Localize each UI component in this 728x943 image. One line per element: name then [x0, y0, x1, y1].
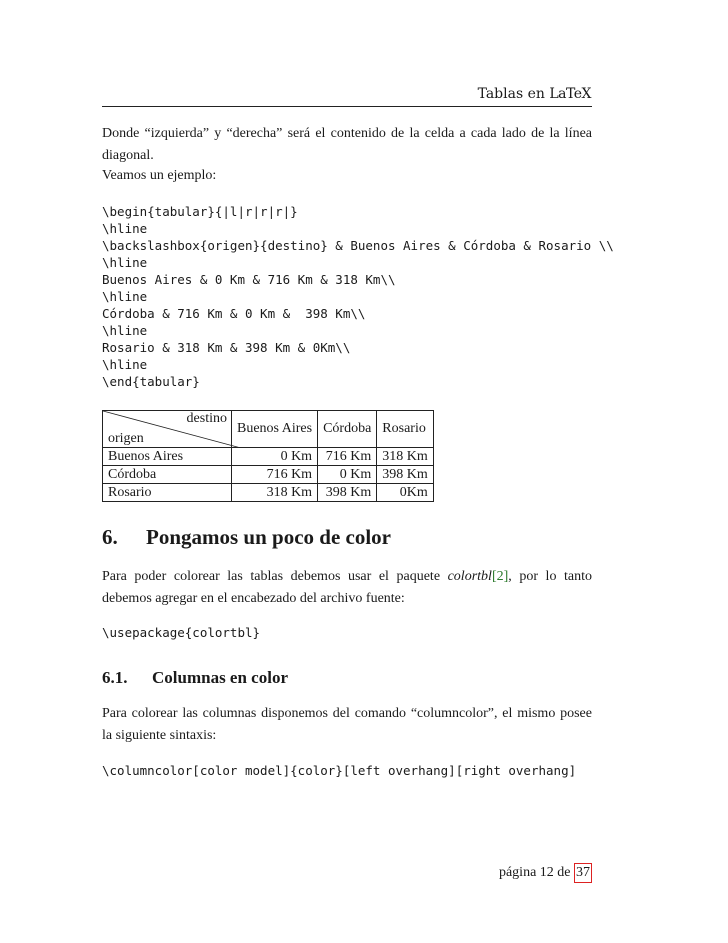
row-label: Rosario [103, 484, 232, 502]
paragraph-text: Para poder colorear las tablas debemos usar el paquete [102, 569, 448, 584]
code-line: \backslashbox{origen}{destino} & Buenos Aires & Córdoba & Rosario \\ [102, 238, 614, 253]
page-footer [499, 863, 592, 883]
header-title: Tablas en [477, 86, 550, 102]
table-row [103, 484, 434, 502]
code-line: \hline [102, 289, 148, 304]
code-line: \hline [102, 221, 148, 236]
paragraph-colortbl [102, 566, 592, 610]
code-usepackage: \usepackage{colortbl} [102, 625, 261, 640]
header-rule [102, 106, 592, 107]
section-number: 6. [102, 525, 118, 549]
table-cell: 398 Km [318, 484, 377, 502]
code-line: Buenos Aires & 0 Km & 716 Km & 318 Km\\ [102, 272, 396, 287]
row-label: Buenos Aires [103, 448, 232, 466]
code-line: \hline [102, 357, 148, 372]
column-header: Buenos Aires [232, 411, 318, 448]
footer-label: página 12 de [498, 865, 574, 880]
code-line: Córdoba & 716 Km & 0 Km & 398 Km\\ [102, 306, 366, 321]
table-row [103, 448, 434, 466]
total-pages-link[interactable]: 37 [574, 863, 592, 883]
table-cell: 0Km [377, 484, 434, 502]
citation-link[interactable]: [2] [491, 569, 509, 584]
paragraph-columncolor: Para colorear las columnas disponemos del comando “columncolor”, el mismo posee la siguiente sintaxis: [102, 706, 592, 743]
column-header: Córdoba [318, 411, 377, 448]
subsection-title: Columnas en color [152, 668, 288, 687]
table-cell: 0 Km [318, 466, 377, 484]
diagonal-top-label: destino [186, 411, 227, 426]
latex-logo: LaTeX [549, 86, 591, 102]
code-line: \hline [102, 323, 148, 338]
table-cell: 0 Km [232, 448, 318, 466]
code-line: \end{tabular} [102, 374, 200, 389]
table-cell: 318 Km [377, 448, 434, 466]
subsection-number: 6.1. [102, 668, 128, 687]
code-columncolor: \columncolor[color model]{color}[left overhang][right overhang] [102, 763, 577, 778]
table-cell: 398 Km [377, 466, 434, 484]
table-cell: 716 Km [232, 466, 318, 484]
code-line: \begin{tabular}{|l|r|r|r|} [102, 204, 298, 219]
paragraph-example: Veamos un ejemplo: [102, 168, 217, 183]
diagonal-bottom-label: origen [108, 431, 144, 446]
package-name: colortbl [447, 569, 492, 584]
paragraph-text: , por lo tanto debemos agregar en el encabezado del archivo fuente: [102, 569, 592, 606]
column-header: Rosario [377, 411, 434, 448]
table-header-row [103, 411, 434, 448]
code-line: \hline [102, 255, 148, 270]
example-table [102, 410, 434, 502]
running-header [478, 86, 591, 102]
code-line: Rosario & 318 Km & 398 Km & 0Km\\ [102, 340, 351, 355]
subsection-heading-6-1 [102, 668, 288, 688]
row-label: Córdoba [103, 466, 232, 484]
paragraph-intro: Donde “izquierda” y “derecha” será el contenido de la celda a cada lado de la línea diagonal. [102, 126, 592, 163]
code-block-tabular [102, 203, 614, 390]
diagonal-cell [103, 411, 232, 448]
table-cell: 318 Km [232, 484, 318, 502]
table-cell: 716 Km [318, 448, 377, 466]
section-title: Pongamos un poco de color [146, 525, 392, 549]
table-row [103, 466, 434, 484]
section-heading-6 [102, 525, 391, 550]
